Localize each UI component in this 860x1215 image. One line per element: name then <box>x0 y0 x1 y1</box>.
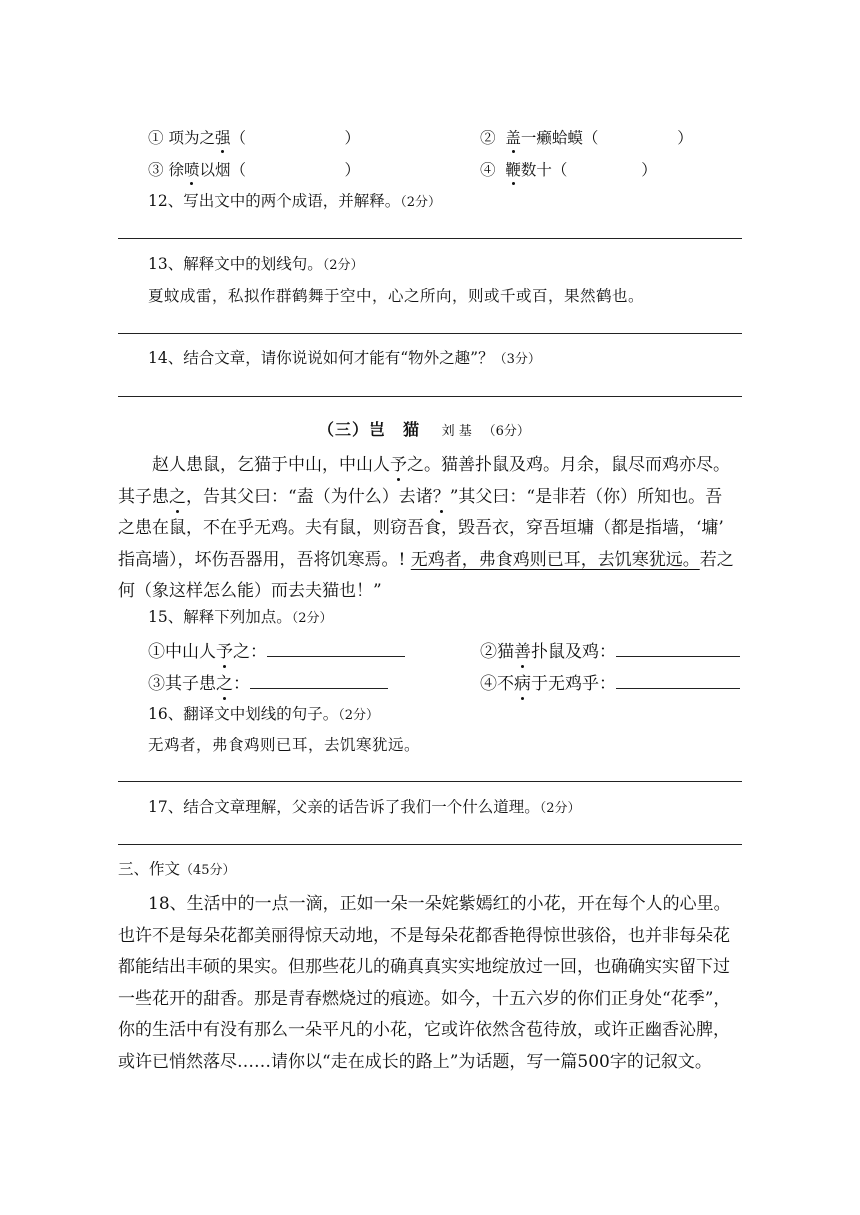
question-13: 13、解释文中的划线句。（2分） <box>148 255 364 273</box>
question-18: 18、生活中的一点一滴，正如一朵一朵姹紫嫣红的小花，开在每个人的心里。 也许不是每朵花都美丽得惊天动地，不是每朵花都香艳得惊世骇俗，也并非每朵花 都能结出丰硕的果实。但那些花儿的确真真实实地绽放过一回，也确确实实留下过 一些花开的甜香。那是青春燃烧过的痕迹。如今，十五六岁的你们正身处“花季”， 你的生活中有没有那么一朵平凡的小花，它或许依然含苞待放，或许正幽香沁脾， 或许已悄然落尽……请你以“走在成长的路上”为话题，写一篇500字的记叙文。 <box>118 894 731 1072</box>
answer-line <box>118 844 742 845</box>
q15-item-2: ②猫善扑鼠及鸡： <box>480 638 740 664</box>
question-15: 15、解释下列加点。（2分） <box>148 608 333 626</box>
answer-blank[interactable] <box>267 638 405 657</box>
question-14: 14、结合文章，请你说说如何才能有“物外之趣”？（3分） <box>148 349 541 367</box>
part-3-heading: 三、作文（45分） <box>118 860 236 878</box>
answer-blank[interactable] <box>616 638 740 657</box>
answer-line <box>118 238 742 239</box>
q15-item-4: ④不病于无鸡乎： <box>480 670 740 696</box>
q11-item-3: ③ 徐喷以烟（ ） <box>148 161 361 179</box>
q15-item-3: ③其子患之： <box>148 670 388 696</box>
question-12: 12、写出文中的两个成语，并解释。（2分） <box>148 192 442 210</box>
question-16: 16、翻译文中划线的句子。（2分） <box>148 705 380 723</box>
q11-item-1: ① 项为之强（ ） <box>148 129 361 147</box>
question-16-quote: 无鸡者，弗食鸡则已耳，去饥寒犹远。 <box>148 736 421 754</box>
underlined-sentence: 无鸡者，弗食鸡则已耳，去饥寒犹远。 <box>410 549 700 570</box>
answer-blank[interactable] <box>250 670 388 689</box>
answer-line <box>118 333 742 334</box>
q11-item-2: ② 盖一癞蛤蟆（ ） <box>480 129 693 147</box>
passage: 赵人患鼠，乞猫于中山，中山人予之。猫善扑鼠及鸡。月余，鼠尽而鸡亦尽。 其子患之，告其父曰：“盍（为什么）去诸？”其父曰：“是非若（你）所知也。吾 之患在鼠，不在乎无鸡。夫有鼠，则窃吾食，毁吾衣，穿吾垣墉（都是指墙，‘墉’ 指高墙），坏伤吾器用，吾将饥寒焉。! 无鸡者，弗食鸡则已耳，去饥寒犹远。若之 何（象这样怎么能）而去夫猫也！” <box>118 455 734 601</box>
answer-line <box>118 781 742 782</box>
answer-blank[interactable] <box>616 670 740 689</box>
section-3-heading: （三）岂 猫 刘 基 （6分） <box>318 420 530 439</box>
q11-item-4: ④ 鞭数十（ ） <box>480 161 657 179</box>
question-17: 17、结合文章理解，父亲的话告诉了我们一个什么道理。（2分） <box>148 798 581 816</box>
question-13-quote: 夏蚊成雷，私拟作群鹤舞于空中，心之所向，则或千或百，果然鹤也。 <box>148 287 645 305</box>
q15-item-1: ①中山人予之： <box>148 638 405 664</box>
answer-line <box>118 396 742 397</box>
